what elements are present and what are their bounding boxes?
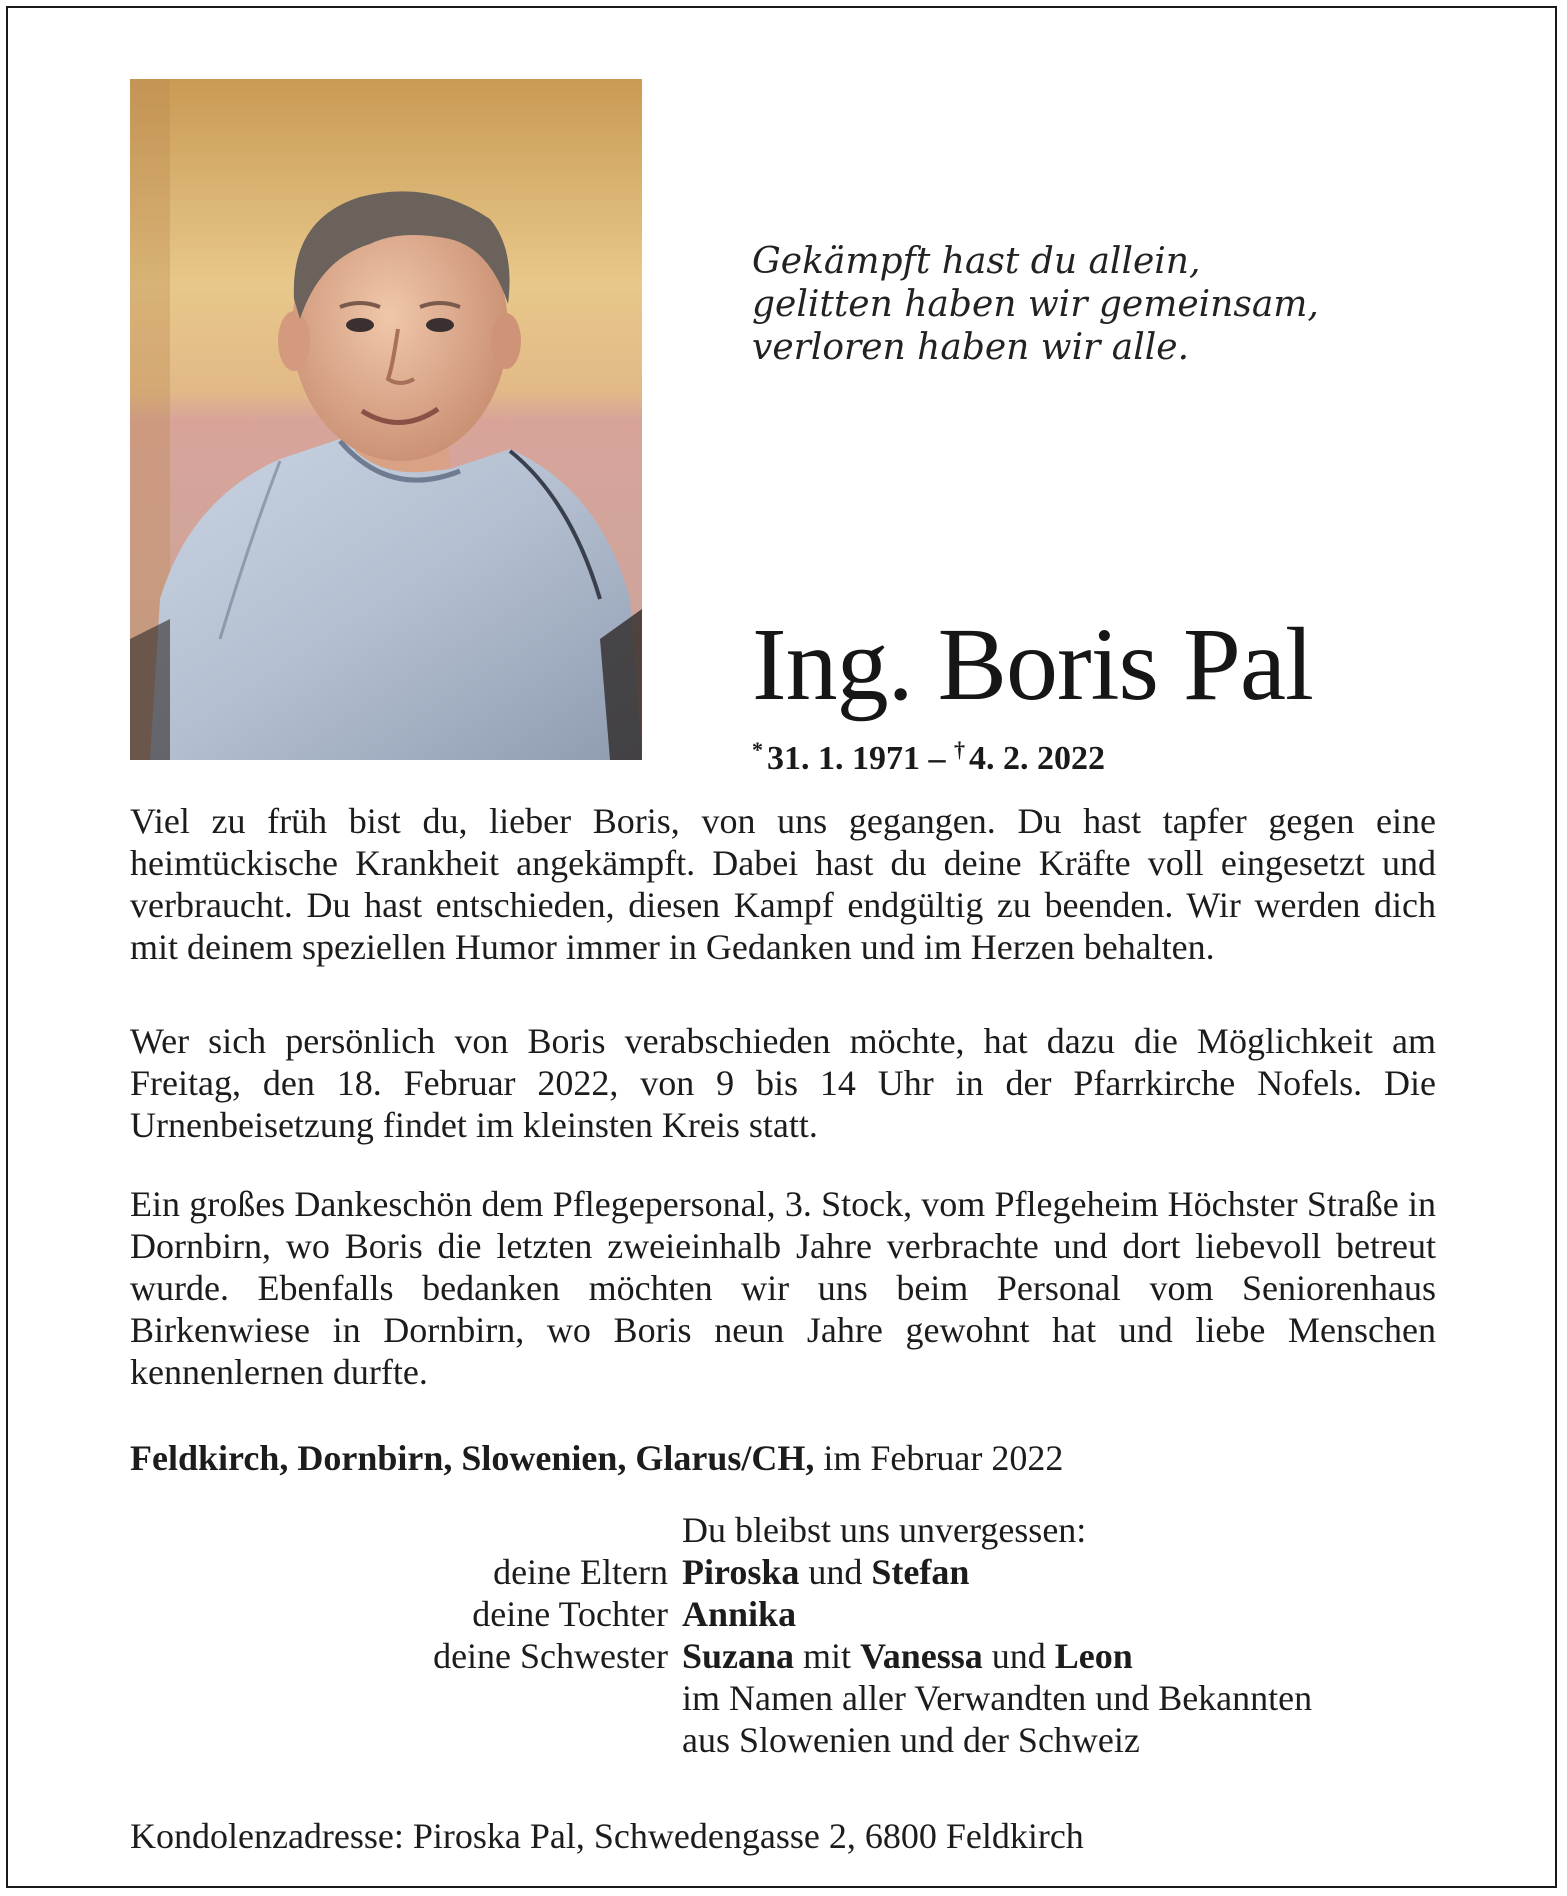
relation-label: deine Tochter (472, 1594, 668, 1634)
condolence-address: Kondolenzadresse: Piroska Pal, Schwedengasse 2, 6800 Feldkirch (130, 1816, 1084, 1856)
mourner-name: Piroska (682, 1552, 800, 1592)
places: Feldkirch, Dornbirn, Slowenien, Glarus/CH, (130, 1438, 815, 1478)
motto-line: Gekämpft hast du allein, (752, 241, 1201, 282)
conjunction: und (799, 1552, 872, 1592)
mourner-name: Annika (682, 1594, 797, 1634)
motto-verse (752, 240, 1319, 369)
mourners-all: im Namen aller Verwandten und Bekannten (682, 1678, 1313, 1718)
mourner-name: Vanessa (860, 1636, 983, 1676)
mourners-all-row (130, 1677, 1436, 1719)
mourner-row-daughter (130, 1593, 1436, 1635)
death-date: 4. 2. 2022 (969, 740, 1105, 777)
mourner-row-sister (130, 1635, 1436, 1677)
mourner-names (682, 1635, 1133, 1677)
mourner-name: Leon (1054, 1636, 1133, 1676)
birth-mark: * (752, 737, 763, 762)
paragraph-thanks: Ein großes Dankeschön dem Pflegepersonal, 3. Stock, vom Pflegeheim Höchster Straße in Dornbirn, wo Boris die letzten zweieinhalb Jahre verbrachte und dort liebevoll betreut wurde. Ebenfalls bedanken möchten wir uns beim Personal vom Seniorenhaus Birkenwiese in Dornbirn, wo Boris neun Jahre gewohnt hat und liebe Menschen kennenlernen durfte. (130, 1184, 1436, 1392)
mourner-name: Suzana (682, 1636, 795, 1676)
mourner-name: Stefan (871, 1552, 970, 1592)
deceased-name: Ing. Boris Pal (752, 607, 1313, 722)
mourners-from: aus Slowenien und der Schweiz (682, 1720, 1140, 1760)
death-mark: † (954, 737, 965, 762)
motto-line: gelitten haben wir gemeinsam, (752, 284, 1319, 325)
month-year: im Februar 2022 (814, 1438, 1064, 1478)
mourners-intro-row (130, 1509, 1436, 1551)
places-date-line (130, 1437, 1063, 1479)
mourners-block (130, 1509, 1436, 1761)
paragraph-viewing: Wer sich persönlich von Boris verabschieden möchte, hat dazu die Möglichkeit am Freitag, den 18. Februar 2022, von 9 bis 14 Uhr in der Pfarrkirche Nofels. Die Urnenbeisetzung findet im kleinsten Kreis statt. (130, 1021, 1436, 1145)
relation-label: deine Eltern (493, 1552, 668, 1592)
mourner-names (682, 1551, 969, 1593)
portrait-illustration (130, 79, 642, 760)
mourners-from-row (130, 1719, 1436, 1761)
relation-label: deine Schwester (433, 1636, 668, 1676)
mourner-row-parents (130, 1551, 1436, 1593)
birth-date: 31. 1. 1971 (767, 740, 920, 777)
motto-line: verloren haben wir alle. (752, 327, 1190, 368)
conjunction: und (982, 1636, 1055, 1676)
portrait-photo (130, 79, 642, 760)
mourners-intro: Du bleibst uns unvergessen: (682, 1510, 1087, 1550)
mourner-names (682, 1593, 796, 1635)
life-dates (752, 730, 1105, 779)
paragraph-farewell: Viel zu früh bist du, lieber Boris, von uns gegangen. Du hast tapfer gegen eine heimtückische Krankheit angekämpft. Dabei hast du deine Kräfte voll eingesetzt und verbraucht. Du hast entschieden, diesen Kampf endgültig zu beenden. Wir werden dich mit deinem speziellen Humor immer in Gedanken und im Herzen behalten. (130, 801, 1436, 967)
date-separator: – (920, 740, 954, 777)
conjunction: mit (794, 1636, 861, 1676)
